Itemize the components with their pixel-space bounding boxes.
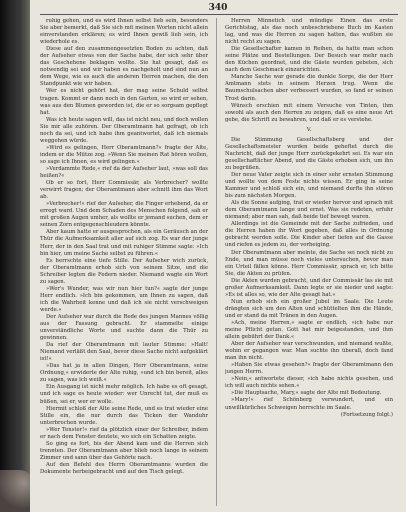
paragraph: Herren Minnetich und mündige Einen das erste Gerichtstag, als das noch unbeschriebene Buch im Kasten lag, und was die Herren zu sagen hatten, das wußten sie nicht recht zu sagen.	[225, 18, 393, 46]
paragraph: Hiermit schloß der Alte seine Rede, und es trat wieder eine Stille ein, die nur durch das Ticken der Wanduhr unterbrochen wurde.	[40, 405, 208, 426]
paragraph: »Wird es gelingen, Herr Oberamtmann?« fragte der Alte, indem er die Mütze zog. »Wenn Sie meinen Rat hören wollen, so sage ich Ihnen, es wird gelingen.«	[40, 144, 208, 165]
paragraph: »Verdammte Rede,« rief da der Aufseher laut, »was soll das heißen?«	[40, 165, 208, 180]
thumb-holding-page	[0, 470, 34, 512]
paragraph: »Wer's Wunder, was wir nun hier tun?« sagte der junge Herr endlich. »Ich bin gekommen, um Ihnen zu sagen, daß ich die Wahrheit kenne und daß ich sie nicht verschweigen werde.«	[40, 285, 208, 313]
paragraph: Der Oberamtmann aber meinte, die Sache sei noch nicht zu Ende, und man müsse noch vieles untersuchen, bevor man ein Urteil fällen könne. Herr Commissär, sprach er, ich bitte Sie, die Akten zu prüfen.	[225, 249, 393, 277]
paragraph: Die Stimmung Gesellschaftsberg und der Gesellschaftsmeister wurden beide geheftet durch die Nachricht, daß der junge Herr zurückgekehrt sei. Es war ein gesellschaftlicher Abend, und die Gäste erhoben sich, um ihn zu begrüßen.	[225, 136, 393, 171]
paragraph: Da rief der Oberamtmann mit lauter Stimme: »Halt! Niemand verläßt den Saal, bevor diese Sache nicht aufgeklärt ist!«	[40, 342, 208, 363]
paragraph: Als die Sonne aufging, trat er wieder hervor und sprach mit dem Oberamtmann lange und ernst. Was sie redeten, erfuhr niemand; aber man sah, daß beide tief bewegt waren.	[225, 200, 393, 221]
continuation-note: (Fortsetzung folgt.)	[340, 411, 393, 418]
paragraph: »Ach, meine Herren,« sagte er endlich, »ich habe nur meine Pflicht getan. Gott hat mir beigestanden, und ihm allein gebührt der Dank.«	[225, 319, 393, 341]
paragraph: Diese auf den zusammengesetzten Boden zu achten, daß der Aufseher etwas von der Sache habe, der sich sehr über das Geschehene beklagen wollte. Sie hat gesagt, daß es notwendig sei und wir haben es nachgeholt und sind nun an dem Wege, wie es auch die anderen Herren machen, die den Standpunkt wie wir haben.	[40, 46, 208, 88]
paragraph: Der Aufseher war durch die Rede des jungen Mannes völlig aus der Fassung gebracht. Er stammelte einige unverständliche Worte und suchte dann die Thür zu gewinnen.	[40, 313, 208, 342]
paragraph: Die Gesellschafter kamen in Reihen, da hatte man schon seine Plätze und Bestellungen. Der Besuch war mehr nach den Küchen geordnet, und die Gäste wurden gebeten, sich nach dem Geschmack einzurichten.	[225, 46, 393, 74]
paragraph: »Verbrecher!« rief der Aufseher, die Finger erhebend, da er erregt ward. Und dem Schaden des Menschen folgend, sah er mit großen Augen umher, als wollte er jemand suchen, dem er seinen Zorn entgegenschleudern könnte.	[40, 201, 208, 229]
page-number: 340	[208, 3, 228, 13]
column-divider	[216, 18, 217, 506]
book-page	[30, 0, 406, 512]
paragraph: Aber der Aufseher war verschwunden, und niemand wußte, wohin er gegangen war. Man suchte ihn überall, doch fand man ihn nicht.	[225, 341, 393, 362]
paragraph: »Wer Tenster!« rief da plötzlich einer der Schreiber, indem er nach dem Fenster deutete, wo sich ein Schatten zeigte.	[40, 426, 208, 440]
paragraph: Ob er so fort, Herr Commissär, als Verbrecher? wollte verwirrt fragen; der Oberamtmann aber schnitt ihm das Wort ab.	[40, 180, 208, 201]
left-column	[40, 18, 208, 508]
paragraph: »Die Hauptsache, Mary,« sagte der Alte mit Bedeutung.	[231, 390, 382, 397]
paragraph: »Nein,« antwortete dieser, »ich habe nichts gesehen, und ich will auch nichts sehen.«	[225, 376, 393, 390]
paragraph: Ein Ausgang ist nicht mehr möglich. Ich habe es oft gesagt, und ich sage es heute wieder: wer Unrecht tut, der muß es büßen, sei er, wer er wolle.	[40, 384, 208, 405]
paragraph: Wünsch erschien mit einem Versuche von Tinten, ihm sowohl als auch den Herren zu zeigen, daß es eine neue Art gebe, die Schrift zu bewahren, und daß er es verstehe.	[225, 102, 393, 123]
paragraph: »Mary!« rief Schönberg verwundert, und ein unwillkürliches Schweigen herrschte im Saale.	[225, 397, 393, 411]
paragraph: Auf den Befehl des Herrn Oberamtmanns wurden die Dokumente herbeigebracht und auf den Tisch gelegt.	[40, 461, 208, 475]
paragraph: Manche Sache war gerade die dunkle Sorge, die der Herr Amtmann stets in seinem Herzen trug. Wenn die Baumschulsachen aber verbessert wurden, so fand er seinen Trost darin.	[225, 74, 393, 102]
paragraph: Was ich heute sagen will, das ist nicht neu, und doch wollen Sie mir alle zuhören. Der Oberamtmann hat gefragt, ob ich noch da sei, und ich habe ihm geantwortet, daß ich niemals weggehen würde.	[40, 116, 208, 144]
paragraph: Nun erhob sich ein großer Jubel im Saale. Die Leute drängten sich um den Alten und schüttelten ihm die Hände, und er stand da mit Tränen in den Augen.	[225, 298, 393, 319]
header-rule	[40, 14, 398, 15]
paragraph: »Das hat ja in allen Dingen, Herr Oberamtmann, seine Ordnung,« erwiderte der Alte ruhig, »und ich bin bereit, alles zu sagen, was ich weiß.«	[40, 363, 208, 384]
paragraph: So ging es fort, bis der Abend kam und die Herren sich trennten. Der Oberamtmann aber blieb noch lange in seinem Zimmer und sann über das Gehörte nach.	[40, 440, 208, 461]
paragraph: Allerdings ist die Gemeinde mit der Sache zufrieden, und die Herren haben ihr Wort gegeben, daß alles in Ordnung gebracht werden solle. Die Kinder aber liefen auf die Gasse und riefen es jedem zu, der vorbeiging.	[225, 221, 393, 249]
right-column	[225, 18, 393, 508]
paragraph: »Haben Sie etwas gesehen?« fragte der Oberamtmann den jungen Herrn.	[225, 362, 393, 376]
paragraph: Wer es nicht gehört hat, der mag seine Schuld selbst tragen. Kommt er dann noch in den Garten, so wird er sehen, was aus den Blumen geworden ist, die er so sorgsam gepflegt hat.	[40, 88, 208, 116]
section-heading: V.	[306, 126, 312, 133]
paragraph: Die Akten wurden gebracht, und der Commissär las sie mit großer Aufmerksamkeit. Dann legte er sie nieder und sagte: »Es ist alles so, wie der Alte gesagt hat.«	[225, 277, 393, 298]
paragraph: Aber kaum hatte er ausgesprochen, als ein Geräusch an der Thür die Aufmerksamkeit aller auf sich zog. Es war der junge Herr, der in den Saal trat und mit ruhiger Stimme sagte: »Ich bin hier, um meine Sache selbst zu führen.«	[40, 229, 208, 257]
paragraph: ruhig gehen, und es wird Ihnen selbst lieb sein, besonders Sie aber bemerkt, daß Sie sich mit meinen Worten nicht allein einverstanden erklären; es wird Ihnen gewiß lieb sein, ich wiederhole es.	[40, 18, 208, 46]
paragraph: Der neue Vater zeigte sich in einer sehr ernsten Stimmung und wollte von dem Feste nichts wissen. Er ging in seine Kammer und schloß sich ein, und niemand durfte ihn stören bis zum nächsten Morgen.	[225, 171, 393, 200]
book-binding	[0, 0, 30, 512]
paragraph: Es herrschte eine tiefe Stille. Der Aufseher wich zurück, der Oberamtmann erhob sich von seinem Sitze, und die Schreiber legten die Federn nieder. Niemand wagte ein Wort zu sagen.	[40, 257, 208, 285]
